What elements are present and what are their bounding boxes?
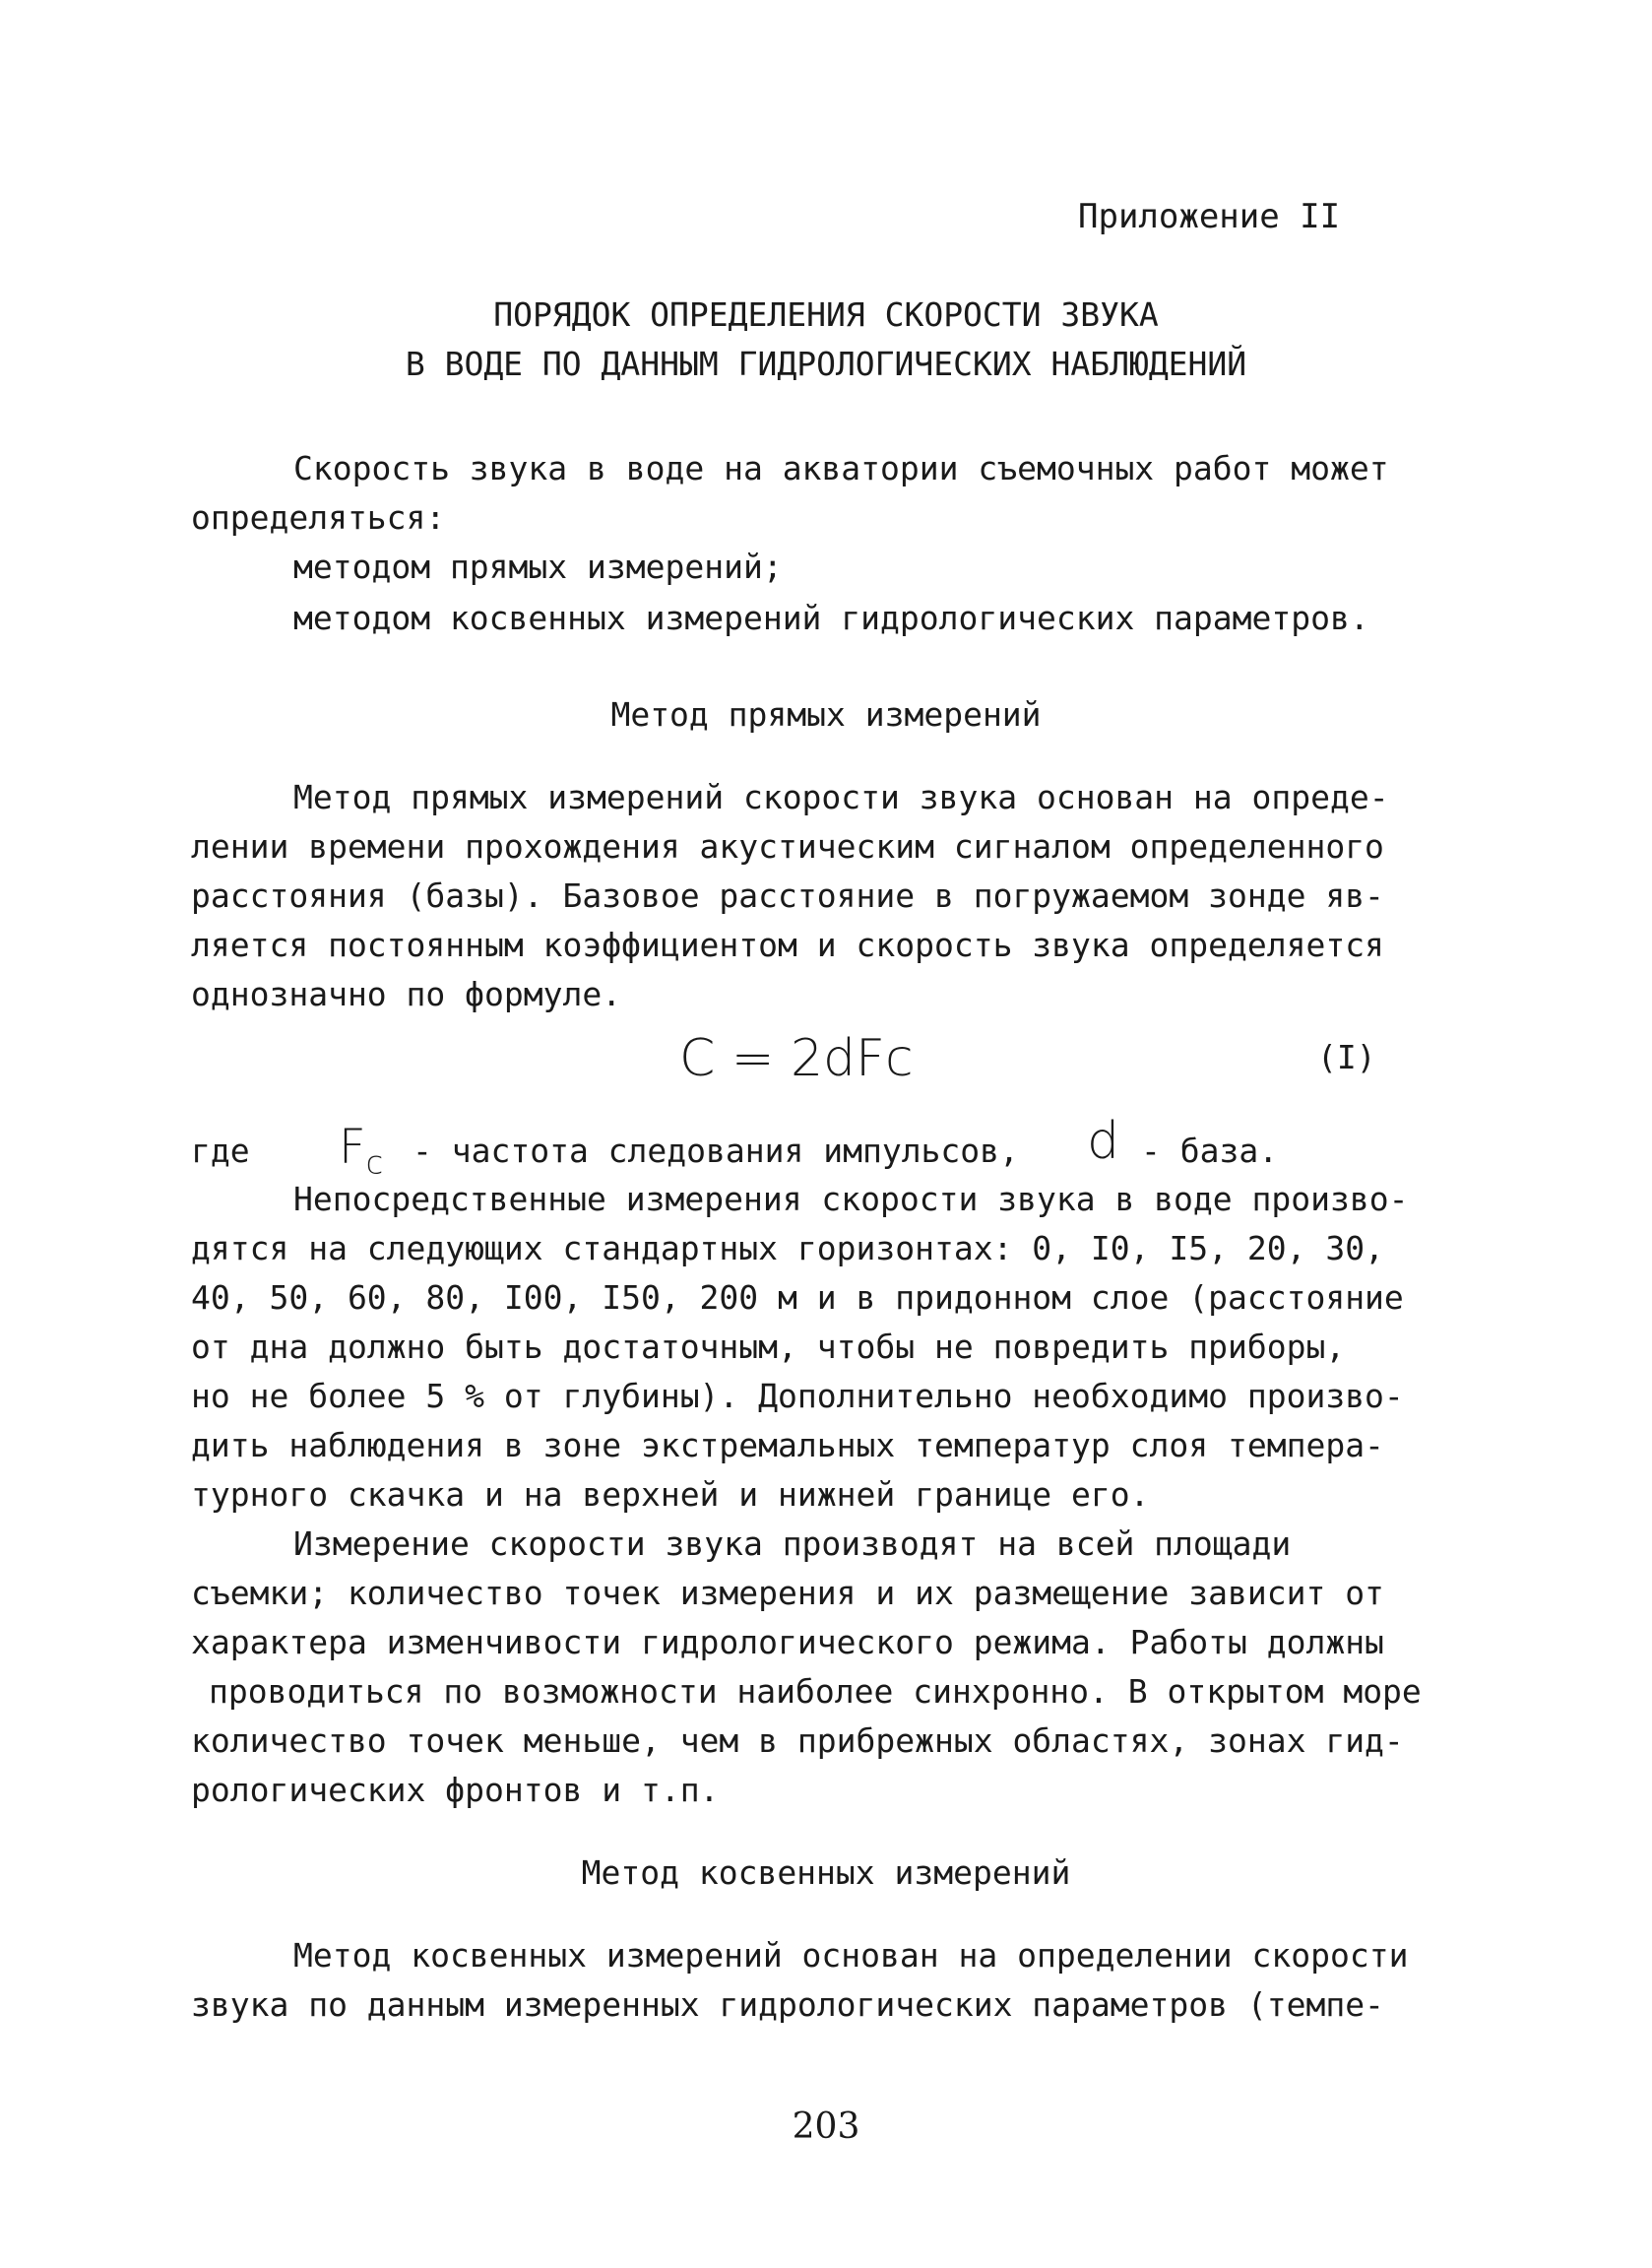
section-heading-direct: Метод прямых измерений <box>610 695 1042 734</box>
symbol-f: F <box>339 1120 366 1175</box>
paragraph-line: проводиться по возможности наиболее синхронно. В открытом море <box>209 1672 1422 1711</box>
paragraph-line: турного скачка и на верхней и нижней границе его. <box>191 1475 1150 1514</box>
paragraph-line: характера изменчивости гидрологического режима. Работы должны <box>191 1623 1384 1661</box>
paragraph-line: Непосредственные измерения скорости звука в воде произво- <box>293 1180 1409 1218</box>
paragraph-line: от дна должно быть достаточным, чтобы не повредить приборы, <box>191 1328 1346 1366</box>
d-description: - база. <box>1141 1132 1279 1170</box>
paragraph-line: лении времени прохождения акустическим сигналом определенного <box>191 827 1384 866</box>
intro-line: методом косвенных измерений гидрологических параметров. <box>293 599 1369 637</box>
where-word: где <box>191 1132 250 1170</box>
title-line-2: В ВОДЕ ПО ДАННЫМ ГИДРОЛОГИЧЕСКИХ НАБЛЮДЕНИЙ <box>405 345 1247 383</box>
page-number: 203 <box>792 2106 860 2147</box>
formula-number: (I) <box>1317 1038 1376 1076</box>
paragraph-line: однозначно по формуле. <box>191 975 622 1013</box>
paragraph-line: Метод косвенных измерений основан на определении скорости <box>293 1936 1409 1975</box>
symbol-d: d <box>1087 1112 1120 1171</box>
paragraph-line: рологических фронтов и т.п. <box>191 1771 720 1809</box>
appendix-label: Приложение II <box>1078 197 1341 236</box>
symbol-f-subscript: c <box>365 1143 384 1182</box>
paragraph-line: дятся на следующих стандартных горизонтах: 0, I0, I5, 20, 30, <box>191 1229 1384 1267</box>
formula-block <box>0 1024 1652 1093</box>
paragraph-line: 40, 50, 60, 80, I00, I50, 200 м и в придонном слое (расстояние <box>191 1278 1404 1317</box>
paragraph-line: дить наблюдения в зоне экстремальных температур слоя темпера- <box>191 1426 1384 1464</box>
paragraph-line: но не более 5 % от глубины). Дополнительно необходимо произво- <box>191 1377 1404 1415</box>
formula-legend <box>191 1112 1471 1182</box>
title-line-1: ПОРЯДОК ОПРЕДЕЛЕНИЯ СКОРОСТИ ЗВУКА <box>493 295 1159 334</box>
paragraph-line: количество точек меньше, чем в прибрежных областях, зонах гид- <box>191 1721 1404 1760</box>
paragraph-line: ляется постоянным коэффициентом и скорость звука определяется <box>191 926 1384 964</box>
paragraph-line: Метод прямых измерений скорости звука основан на опреде- <box>293 778 1389 816</box>
paragraph-line: звука по данным измеренных гидрологических параметров (темпе- <box>191 1985 1384 2024</box>
section-heading-indirect: Метод косвенных измерений <box>581 1853 1071 1892</box>
paragraph-line: съемки; количество точек измерения и их размещение зависит от <box>191 1574 1384 1612</box>
intro-line: Скорость звука в воде на акватории съемочных работ может <box>293 449 1389 487</box>
intro-line: определяться: <box>191 498 446 537</box>
formula-expression: C = 2dFc <box>679 1029 914 1088</box>
fc-description: - частота следования импульсов, <box>413 1132 1019 1170</box>
paragraph-line: Измерение скорости звука производят на всей площади <box>293 1524 1292 1563</box>
intro-line: методом прямых измерений; <box>293 548 783 586</box>
paragraph-line: расстояния (базы). Базовое расстояние в погружаемом зонде яв- <box>191 876 1384 915</box>
